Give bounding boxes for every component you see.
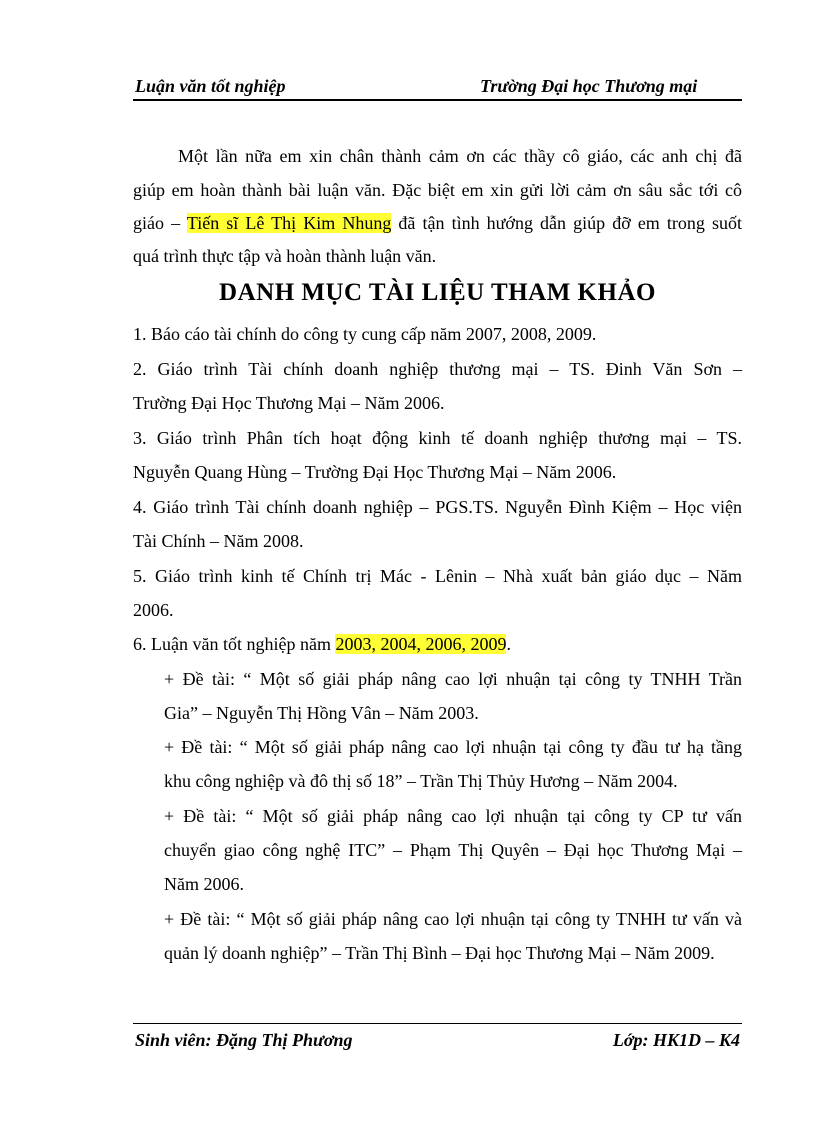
ref-6-pre: 6. Luận văn tốt nghiệp năm: [133, 634, 336, 654]
references-title: DANH MỤC TÀI LIỆU THAM KHẢO: [219, 279, 656, 306]
sub-ref-3-line-2: chuyển giao công nghệ ITC” – Phạm Thị Quyên – Đại học Thương Mại –: [164, 840, 742, 860]
ref-4-line-2: Tài Chính – Năm 2008.: [133, 531, 304, 551]
ref-2-line-2: Trường Đại Học Thương Mại – Năm 2006.: [133, 393, 445, 413]
advisor-name-highlight: Tiến sĩ Lê Thị Kim Nhung: [186, 213, 392, 233]
sub-ref-2-line-2: khu công nghiệp và đô thị số 18” – Trần Thị Thủy Hương – Năm 2004.: [164, 771, 678, 791]
header-thesis-label: Luận văn tốt nghiệp: [135, 76, 286, 96]
sub-ref-3-line-1: + Đề tài: “ Một số giải pháp nâng cao lợi nhuận tại công ty CP tư vấn: [164, 806, 742, 826]
ref-3-line-1: 3. Giáo trình Phân tích hoạt động kinh tế doanh nghiệp thương mại – TS.: [133, 428, 742, 448]
ref-1: 1. Báo cáo tài chính do công ty cung cấp năm 2007, 2008, 2009.: [133, 324, 597, 344]
intro-line-1: Một lần nữa em xin chân thành cảm ơn các thầy cô giáo, các anh chị đã: [178, 146, 742, 166]
intro-line-4: quá trình thực tập và hoàn thành luận văn.: [133, 246, 437, 266]
ref-3-line-2: Nguyễn Quang Hùng – Trường Đại Học Thương Mại – Năm 2006.: [133, 462, 617, 482]
footer-class: Lớp: HK1D – K4: [612, 1030, 740, 1050]
ref-5-line-1: 5. Giáo trình kinh tế Chính trị Mác - Lênin – Nhà xuất bản giáo dục – Năm: [133, 566, 742, 586]
sub-ref-2-line-1: + Đề tài: “ Một số giải pháp nâng cao lợi nhuận tại công ty đầu tư hạ tầng: [164, 737, 742, 757]
intro-line-3: [133, 211, 742, 235]
page-header: [133, 72, 742, 101]
sub-ref-1-line-1: + Đề tài: “ Một số giải pháp nâng cao lợi nhuận tại công ty TNHH Trần: [164, 669, 742, 689]
intro-line-2: giúp em hoàn thành bài luận văn. Đặc biệt em xin gửi lời cảm ơn sâu sắc tới cô: [133, 180, 742, 200]
page-footer: [133, 1023, 742, 1054]
intro-line-3-pre: giáo –: [133, 213, 187, 233]
ref-5-line-2: 2006.: [133, 600, 174, 620]
ref-6-years-highlight: 2003, 2004, 2006, 2009: [335, 634, 507, 654]
footer-student: Sinh viên: Đặng Thị Phương: [135, 1030, 353, 1050]
ref-2-line-1: 2. Giáo trình Tài chính doanh nghiệp thương mại – TS. Đinh Văn Sơn –: [133, 359, 742, 379]
ref-6-post: .: [506, 634, 511, 654]
intro-line-3-post: đã tận tình hướng dẫn giúp đỡ em trong suốt: [391, 213, 742, 233]
sub-ref-4-line-1: + Đề tài: “ Một số giải pháp nâng cao lợi nhuận tại công ty TNHH tư vấn và: [164, 909, 742, 929]
ref-6: [133, 632, 742, 656]
sub-ref-3-line-3: Năm 2006.: [164, 874, 244, 894]
sub-ref-1-line-2: Gia” – Nguyễn Thị Hồng Vân – Năm 2003.: [164, 703, 479, 723]
sub-ref-4-line-2: quản lý doanh nghiệp” – Trần Thị Bình – Đại học Thương Mại – Năm 2009.: [164, 943, 715, 963]
header-university: Trường Đại học Thương mại: [480, 76, 698, 96]
ref-4-line-1: 4. Giáo trình Tài chính doanh nghiệp – PGS.TS. Nguyễn Đình Kiệm – Học viện: [133, 497, 742, 517]
